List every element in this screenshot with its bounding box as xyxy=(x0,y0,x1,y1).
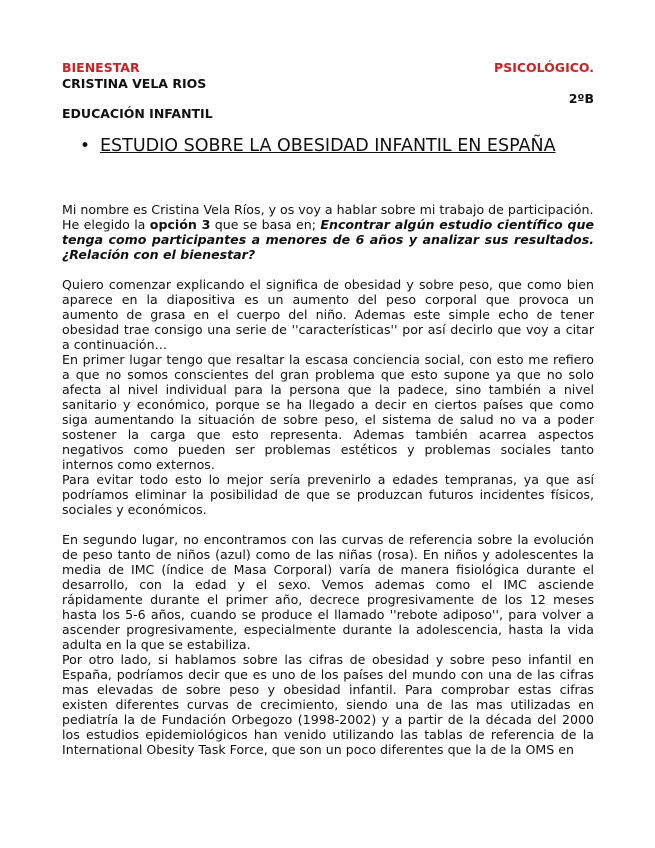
option-text-a: He elegido la xyxy=(62,217,150,232)
bullet-icon: • xyxy=(80,136,91,156)
header-right-label: PSICOLÓGICO. xyxy=(494,60,594,75)
group-label: 2ºB xyxy=(568,91,594,106)
paragraph-curves: En segundo lugar, no encontramos con las curvas de referencia sobre la evolución de peso tanto de niños (azul) como de las niñas (rosa). En niños y adolescentes la media de IMC (índice de Masa Corporal) varía de manera fisiológica durante el desarrollo, con la edad y el sexo. Vemos ademas como el IMC asciende rápidamente durante el primer año, decrece progresivamente de los 12 meses hasta los 5-6 años, cuando se produce el llamado ''rebote adiposo'', para volver a ascender progresivamente, especialmente durante la adolescencia, hasta la vida adulta en la que se estabiliza. xyxy=(62,532,594,652)
paragraph-figures: Por otro lado, si hablamos sobre las cifras de obesidad y sobre peso infantil en España, podríamos decir que es uno de los países del mundo con una de las cifras mas elevadas de sobre peso y obesidad infantil. Para comprobar estas cifras existen diferentes curvas de crecimiento, siendo una de las mas utilizadas en pediatría la de Fundación Orbegozo (1998-2002) y a partir de la década del 2000 los estudios epidemiológicos han venido utilizando las tablas de referencia de la International Obesity Task Force, que son un poco diferentes que la de la OMS en xyxy=(62,652,594,757)
paragraph-prevention: Para evitar todo esto lo mejor sería prevenirlo a edades tempranas, ya que así podríamos eliminar la posibilidad de que se produzcan futuros incidentes físicos, sociales y económicos. xyxy=(62,472,594,517)
course-label: EDUCACIÓN INFANTIL xyxy=(62,106,213,121)
author-name: CRISTINA VELA RIOS xyxy=(62,76,207,91)
paragraph-definition: Quiero comenzar explicando el significa de obesidad y sobre peso, que como bien aparece en la diapositiva es un aumento del peso corporal que provoca un aumento de grasa en el cuerpo del niño. Ademas este simple echo de tener obesidad trae consigo una serie de ''características'' por así decirlo que voy a citar a continuación… xyxy=(62,277,594,352)
header-left-label: BIENESTAR xyxy=(62,60,140,75)
document-body xyxy=(62,202,594,757)
option-task: Encontrar algún estudio científico que tenga como participantes a menores de 6 años y analizar sus resultados. ¿Relación con el bienestar? xyxy=(62,217,595,262)
document-title xyxy=(80,135,594,158)
title-text: ESTUDIO SOBRE LA OBESIDAD INFANTIL EN ESPAÑA xyxy=(100,136,556,156)
header-row xyxy=(62,60,594,75)
option-label: opción 3 xyxy=(149,217,211,232)
option-text-b: que se basa en; xyxy=(210,217,321,232)
paragraph-option xyxy=(62,217,594,262)
paragraph-intro: Mi nombre es Cristina Vela Ríos, y os voy a hablar sobre mi trabajo de participación. xyxy=(62,202,594,217)
paragraph-awareness: En primer lugar tengo que resaltar la escasa conciencia social, con esto me refiero a que no somos conscientes del gran problema que esto supone ya que no solo afecta al nivel individual para la persona que la padece, sino también a nivel sanitario y económico, porque se ha llegado a decir en ciertos países que como siga aumentando la situación de sobre peso, el sistema de salud no va a poder sostener la carga que esto representa. Ademas también acarrea aspectos negativos como pueden ser problemas estéticos y problemas sociales tanto internos como externos. xyxy=(62,352,594,472)
